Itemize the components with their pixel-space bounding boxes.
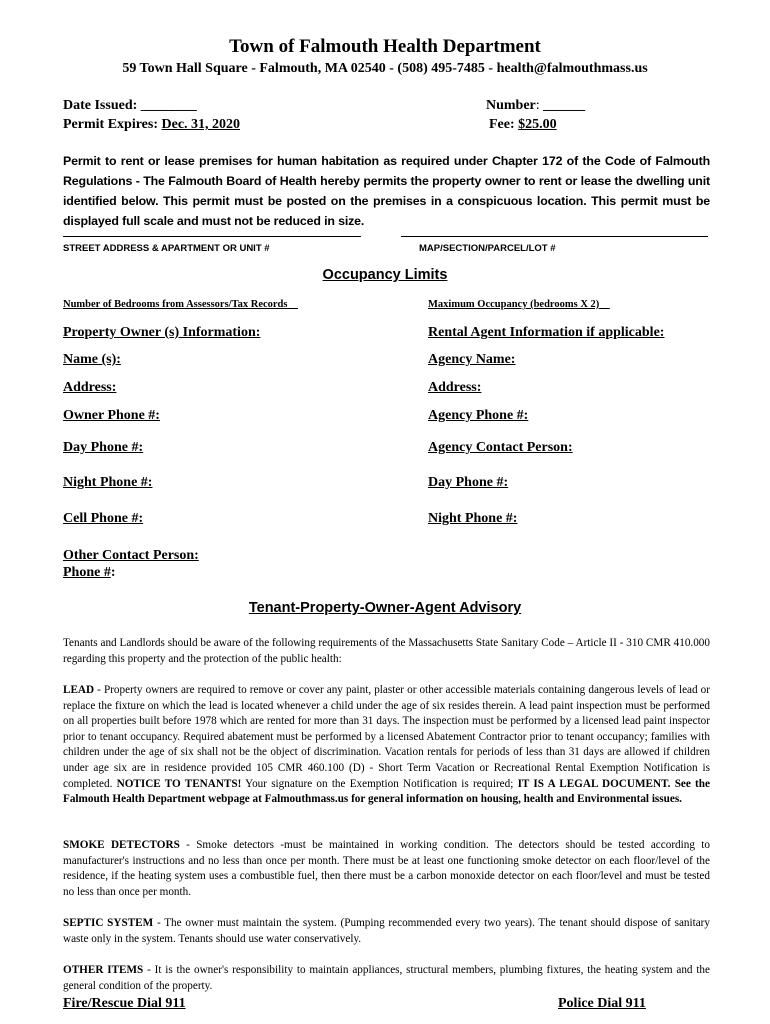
agency-day-phone-label: Day Phone #:: [428, 475, 509, 490]
date-issued: [63, 98, 197, 114]
other-items-title: OTHER ITEMS: [63, 964, 144, 976]
page-title: Town of Falmouth Health Department: [229, 36, 541, 57]
fire-rescue-number: Fire/Rescue Dial 911: [63, 996, 186, 1011]
lead-notice: NOTICE TO TENANTS!: [116, 777, 242, 790]
advisory-intro: Tenants and Landlords should be aware of the following requirements of the Massachusetts State Sanitary Code – Article II - 310 CMR 410.000 regarding this property and the protection of the public health:: [63, 637, 710, 665]
owner-night-phone-label: Night Phone #:: [63, 475, 153, 490]
occupancy-heading: Occupancy Limits: [322, 267, 448, 283]
bedrooms-label: Number of Bedrooms from Assessors/Tax Records: [63, 299, 288, 310]
agency-night-phone-label: Night Phone #:: [428, 511, 518, 526]
number-value: ______: [543, 98, 586, 113]
number-label: Number: [486, 98, 536, 113]
department-address: 59 Town Hall Square - Falmouth, MA 02540 - (508) 495-7485 - health@falmouthmass.us: [122, 61, 648, 76]
permit-expires-value: Dec. 31, 2020: [161, 117, 241, 132]
other-items-paragraph: OTHER ITEMS - It is the owner's responsibility to maintain appliances, structural members, plumbing fixtures, the heating system and the general condition of the property.: [63, 964, 710, 992]
owner-phone-label: Owner Phone #:: [63, 408, 160, 423]
owner-name-label: Name (s):: [63, 352, 121, 367]
permit-expires-label: Permit Expires:: [63, 117, 158, 132]
lead-paragraph: LEAD - Property owners are required to remove or cover any paint, plaster or other accessible materials containing dangerous levels of lead or replace the fixture on which the lead is located whenever a child under the age of six resides therein. A lead paint inspection must be performed on all properties built before 1978 which are rented for more than 31 days. The inspection must be performed by a licensed lead paint inspector prior to tenant occupancy. Required abatement must be performed by a licensed Abatement Contractor prior to tenant occupancy; families with children under the age of six shall not be the object of discrimination. Vacation rentals for periods of less than 31 days are allowed if children under age six are in residence provided 105 CMR 460.100 (D) - Short Term Vacation or Recreational Rental Exemption Notification is completed. NOTICE TO TENANTS! Your signature on the Exemption Notification is required; IT IS A LEGAL DOCUMENT. See the Falmouth Health Department webpage at Falmouthmass.us for general information on housing, health and Environmental issues.: [63, 684, 710, 806]
owner-cell-phone-label: Cell Phone #:: [63, 511, 144, 526]
map-parcel-label: MAP/SECTION/PARCEL/LOT #: [419, 243, 556, 254]
owner-address-label: Address:: [63, 380, 117, 395]
agency-address-label: Address:: [428, 380, 482, 395]
other-phone: Phone #:: [63, 565, 116, 580]
max-occupancy-label: Maximum Occupancy (bedrooms X 2): [428, 299, 600, 310]
agency-name-label: Agency Name:: [428, 352, 516, 367]
permit-number: Number: ______: [486, 98, 586, 113]
agency-contact-label: Agency Contact Person:: [428, 440, 573, 455]
police-number: Police Dial 911: [558, 996, 646, 1011]
other-contact-label: Other Contact Person:: [63, 548, 199, 563]
smoke-title: SMOKE DETECTORS: [63, 839, 180, 851]
permit-fee: [489, 117, 557, 133]
date-issued-label: Date Issued:: [63, 98, 138, 113]
permit-statement: Permit to rent or lease premises for human habitation as required under Chapter 172 of the Code of Falmouth Regulations - The Falmouth Board of Health hereby permits the property owner to rent or lease the dwelling unit identified below. This permit must be posted on the premises in a conspicuous location. This permit must be displayed full scale and must not be reduced in size.: [63, 154, 710, 228]
lead-legal: IT IS A LEGAL DOCUMENT. See the Falmouth Health Department webpage at Falmouthmass.us for general information on housing, health and Environmental issues.: [63, 777, 710, 806]
septic-title: SEPTIC SYSTEM: [63, 917, 154, 929]
fee-value: $25.00: [518, 117, 557, 132]
agency-phone-label: Agency Phone #:: [428, 408, 529, 423]
owner-heading: Property Owner (s) Information:: [63, 325, 261, 340]
owner-day-phone-label: Day Phone #:: [63, 440, 144, 455]
date-issued-value: ________: [140, 98, 197, 113]
advisory-heading: Tenant-Property-Owner-Agent Advisory: [248, 600, 522, 616]
agent-heading: Rental Agent Information if applicable:: [428, 325, 665, 340]
street-address-line: [63, 236, 361, 237]
smoke-paragraph: SMOKE DETECTORS - Smoke detectors -must be maintained in working condition. The detectors should be tested according to manufacturer's instructions and no less than once per month. There must be at least one functioning smoke detector on each floor/level of the residence, if the heating system uses a combustible fuel, then there must be a carbon monoxide detector on each floor/level and must be tested no less than once per month.: [63, 839, 710, 898]
map-parcel-line: [401, 236, 708, 237]
lead-title: LEAD: [63, 684, 95, 696]
other-phone-label: Phone #: [63, 565, 111, 580]
street-address-label: STREET ADDRESS & APARTMENT OR UNIT #: [63, 243, 270, 254]
fee-label: Fee:: [489, 117, 515, 132]
permit-expires: [63, 117, 240, 133]
septic-paragraph: SEPTIC SYSTEM - The owner must maintain the system. (Pumping recommended every two years). The tenant should dispose of sanitary waste only in the system. Tenants should use water conservatively.: [63, 917, 711, 945]
